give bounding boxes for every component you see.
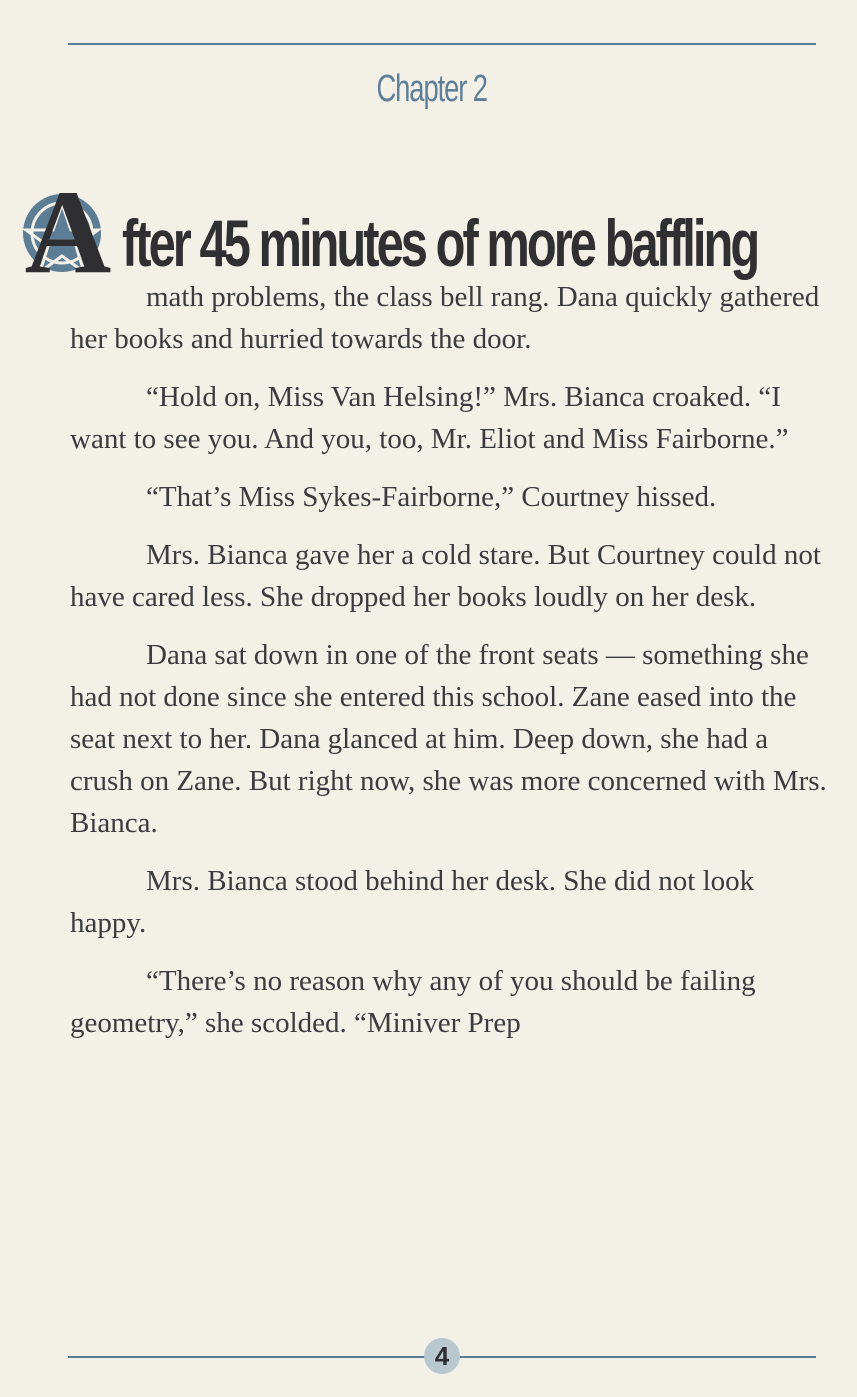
top-rule <box>68 43 816 45</box>
body-text <box>70 276 830 1060</box>
paragraph: Dana sat down in one of the front seats — something she had not done since she entered this school. Zane eased into the seat next to her. Dana glanced at him. Deep down, she had a crush on Zane. But right now, she was more concerned with Mrs. Bianca. <box>70 639 827 839</box>
drop-cap-letter: A <box>24 165 112 290</box>
paragraph: Mrs. Bianca gave her a cold stare. But Courtney could not have cared less. She dropped her books loudly on her desk. <box>70 539 821 613</box>
lead-line: fter 45 minutes of more baffling <box>122 206 758 280</box>
paragraph: “Hold on, Miss Van Helsing!” Mrs. Bianca croaked. “I want to see you. And you, too, Mr. Eliot and Miss Fairborne.” <box>70 381 789 455</box>
page-number: 4 <box>424 1338 460 1374</box>
paragraph: “That’s Miss Sykes-Fairborne,” Courtney hissed. <box>146 481 717 513</box>
paragraph: “There’s no reason why any of you should be failing geometry,” she scolded. “Miniver Prep <box>70 965 756 1039</box>
paragraph: Mrs. Bianca stood behind her desk. She did not look happy. <box>70 865 755 939</box>
chapter-title: Chapter 2 <box>376 68 487 110</box>
paragraph: math problems, the class bell rang. Dana quickly gathered her books and hurried towards the door. <box>70 281 820 355</box>
drop-cap-emblem <box>16 150 126 290</box>
